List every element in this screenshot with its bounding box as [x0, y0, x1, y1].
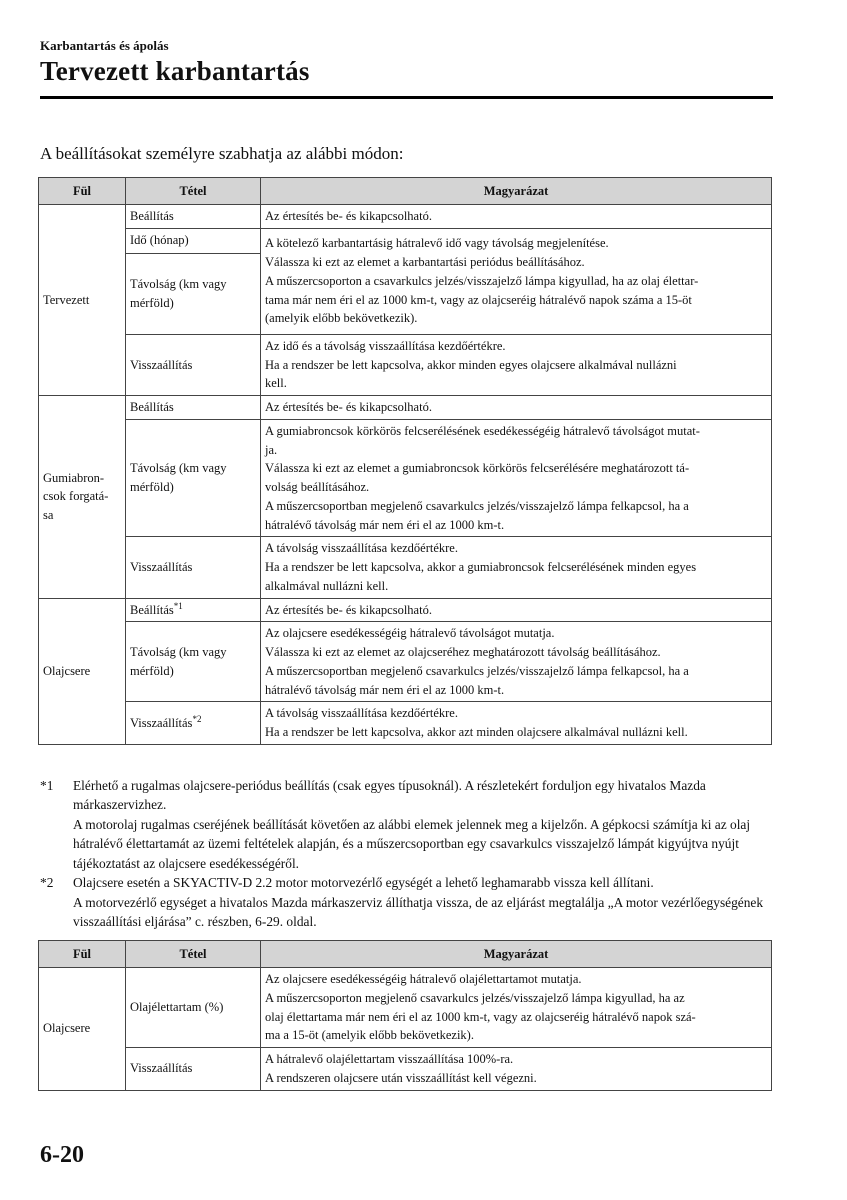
- explanation-cell: Az értesítés be- és kikapcsolható.: [261, 396, 772, 420]
- explanation-cell: Az értesítés be- és kikapcsolható.: [261, 205, 772, 229]
- item-cell: Beállítás: [126, 396, 261, 420]
- header-explanation: Magyarázat: [261, 178, 772, 205]
- tab-cell-scheduled: Tervezett: [39, 205, 126, 396]
- item-cell: Visszaállítás: [126, 537, 261, 598]
- explanation-cell: Az olajcsere esedékességéig hátralevő olajélettartamot mutatja. A műszercsoporton megjelenő csavarkulcs jelzés/visszajelző lámpa kigyullad, ha az olaj élettartama már nem éri el az 1000 km-t, vagy az olajcseréig hátralévő napok szá- ma a 15-öt (amelyik előbb bekövetkezik).: [261, 968, 772, 1048]
- intro-text: A beállításokat személyre szabhatja az alábbi módon:: [40, 144, 404, 163]
- item-cell: Visszaállítás$^{*2}$: [126, 702, 261, 745]
- explanation-cell: A gumiabroncsok körkörös felcserélésének esedékességéig hátralevő távolságot mutat- ja. Válassza ki ezt az elemet a gumiabroncsok körkörös felcserélésére meghatározott tá- volság beállításához. A műszercsoportban megjelenő csavarkulcs jelzés/visszajelző lámpa felkapcsol, ha a hátralévő távolság már nem éri el az 1000 km-t.: [261, 419, 772, 537]
- table-row: [39, 968, 772, 1048]
- item-cell: Távolság (km vagy mérföld): [126, 419, 261, 537]
- footnote-ref: *1: [173, 600, 183, 611]
- item-cell: Idő (hónap): [126, 228, 261, 253]
- item-cell: Visszaállítás: [126, 1048, 261, 1091]
- table-row: [39, 396, 772, 420]
- page-title: Tervezett karbantartás: [40, 56, 310, 86]
- explanation-cell: Az értesítés be- és kikapcsolható.: [261, 598, 772, 622]
- table-row: [39, 537, 772, 598]
- footnote-ref: *2: [192, 713, 202, 724]
- item-cell: Távolság (km vagy mérföld): [126, 622, 261, 702]
- tab-cell-oil-change: Olajcsere: [39, 968, 126, 1091]
- header-tab: Fül: [39, 178, 126, 205]
- header-item: Tétel: [126, 178, 261, 205]
- footnotes: [40, 776, 774, 932]
- item-cell: Beállítás$^{*1}$: [126, 598, 261, 622]
- title-rule: [40, 96, 773, 99]
- item-cell: Olajélettartam (%): [126, 968, 261, 1048]
- item-cell: Távolság (km vagy mérföld): [126, 253, 261, 334]
- oil-life-table: [38, 940, 772, 1091]
- tab-cell-tire-rotation: Gumiabron- csok forgatá- sa: [39, 396, 126, 599]
- explanation-cell: Az idő és a távolság visszaállítása kezdőértékre. Ha a rendszer be lett kapcsolva, akkor minden egyes olajcsere alkalmával nullázni kell.: [261, 334, 772, 395]
- footnote-mark: *2: [40, 875, 54, 891]
- explanation-cell: A távolság visszaállítása kezdőértékre. Ha a rendszer be lett kapcsolva, akkor a gumiabroncsok felcserélésének minden egyes alkalmával nullázni kell.: [261, 537, 772, 598]
- table-row: [39, 228, 772, 253]
- header-item: Tétel: [126, 941, 261, 968]
- explanation-cell: A kötelező karbantartásig hátralevő idő vagy távolság megjelenítése. Válassza ki ezt az elemet a karbantartási periódus beállításához. A műszercsoporton a csavarkulcs jelzés/visszajelző lámpa kigyullad, ha az olaj élettar- tama már nem éri el az 1000 km-t, vagy az olajcseréig hátralévő napok száma a 15-öt (amelyik előbb bekövetkezik).: [261, 228, 772, 334]
- table-row: [39, 205, 772, 229]
- explanation-cell: A hátralevő olajélettartam visszaállítása 100%-ra. A rendszeren olajcsere után visszaállítást kell végezni.: [261, 1048, 772, 1091]
- header-explanation: Magyarázat: [261, 941, 772, 968]
- item-cell: Beállítás: [126, 205, 261, 229]
- table-row: [39, 622, 772, 702]
- item-cell: Visszaállítás: [126, 334, 261, 395]
- settings-table: [38, 177, 772, 745]
- table-header-row: [39, 941, 772, 968]
- table-row: [39, 702, 772, 745]
- section-label: Karbantartás és ápolás: [40, 38, 169, 53]
- table-header-row: [39, 178, 772, 205]
- page-number: 6-20: [40, 1142, 84, 1168]
- header-tab: Fül: [39, 941, 126, 968]
- table-row: [39, 1048, 772, 1091]
- table-row: [39, 334, 772, 395]
- tab-cell-oil-change: Olajcsere: [39, 598, 126, 744]
- table-row: [39, 598, 772, 622]
- explanation-cell: Az olajcsere esedékességéig hátralevő távolságot mutatja. Válassza ki ezt az elemet az olajcseréhez meghatározott távolság beállításához. A műszercsoportban megjelenő csavarkulcs jelzés/visszajelző lámpa felkapcsol, ha a hátralévő távolság már nem éri el az 1000 km-t.: [261, 622, 772, 702]
- table-row: [39, 419, 772, 537]
- footnote: *1 Elérhető a rugalmas olajcsere-periódus beállítás (csak egyes típusoknál). A részletekért forduljon egy hivatalos Mazda márkaszervizhez. A motorolaj rugalmas cseréjének beállítását követően az alábbi elemek jelennek meg a kijelzőn. A gépkocsi számítja ki az olaj hátralévő élettartamát az üzemi feltételek alapján, és a műszercsoportban egy csavarkulcs visszajelző lámpát kigyújtva nyújt tájékoztatást az olajcsere esedékességéről.: [40, 778, 751, 871]
- explanation-cell: A távolság visszaállítása kezdőértékre. Ha a rendszer be lett kapcsolva, akkor azt minden olajcsere alkalmával nullázni kell.: [261, 702, 772, 745]
- footnote: *2 Olajcsere esetén a SKYACTIV-D 2.2 motor motorvezérlő egységét a lehető leghamarabb vissza kell állítani. A motorvezérlő egységet a hivatalos Mazda márkaszerviz állíthatja vissza, de az eljárást megtalálja „A motor vezérlőegységének visszaállítási eljárása” c. részben, 6-29. oldal.: [40, 875, 764, 930]
- footnote-mark: *1: [40, 778, 54, 793]
